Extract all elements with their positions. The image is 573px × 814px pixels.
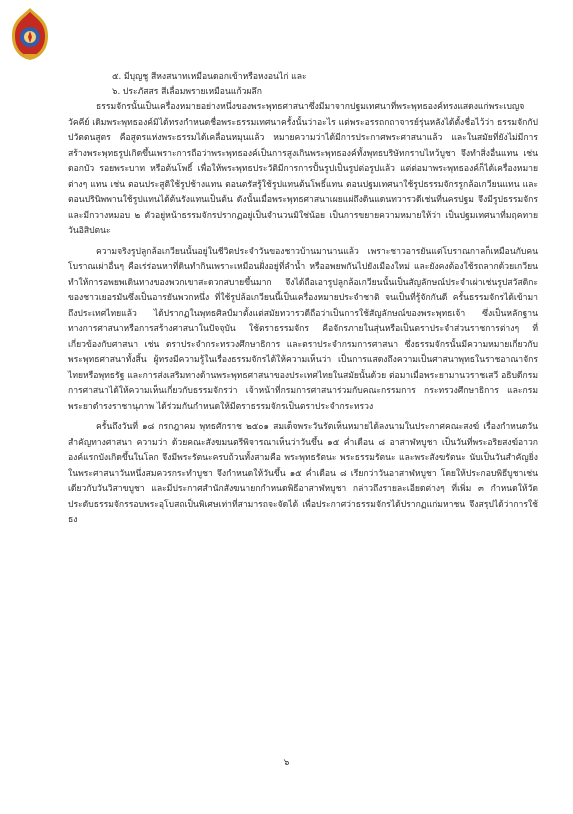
emblem-logo-icon (8, 6, 52, 62)
list-item: ๖. ประภัสสร สีเลื่อมพรายเหมือนแก้วผลึก (112, 87, 262, 97)
page-number: ๖ (283, 758, 290, 768)
paragraph: ความจริงรูปลูกล้อเกวียนนั้นอยู่ในชีวิตประจำวันของชาวบ้านมานานแล้ว เพราะชาวอารยันแต่โบราณกาลก็เหมือนกับคนโบราณเผ่าอื่นๆ คือเร่ร่อนหาที่ดินทำกินเพราะเหมือนฝั่งอยู่ที่ลำน้ำ หรืออพยพกันไปยังเมืองใหม่ และยังคงต้องใช้รถลากด้วยเกวียน ทำให้การอพยพเดินทางของพวกเขาสะดวกสบายขึ้นมาก จึงได้ถือเอารูปลูกล้อเกวียนนั้นเป็นสัญลักษณ์ประจำเผ่าเช่นรูปสวัสดิกะของชาวเยอรมันซึ่งเป็นอารยันพวกหนึ่ง ที่ใช้รูปล้อเกวียนนี้เป็นเครื่องหมายประจำชาติ จนเป็นที่รู้จักกันดี ครั้นธรรมจักรได้เข้ามาถึงประเทศไทยแล้ว ได้ปรากฏในพุทธศิลป์มาตั้งแต่สมัยทวารวดีถือว่าเป็นการใช้สัญลักษณ์ของพระพุทธเจ้า ซึ่งเป็นหลักฐานทางการศาสนาหรือการสร้างศาสนาในปัจจุบัน ใช้ตราธรรมจักร คือจักรภายในสุ่นหรือเป็นตราประจำส่วนราชการต่างๆ ที่เกี่ยวข้องกับศาสนา เช่น ตราประจำกระทรวงศึกษาธิการ และตราประจำกรมการศาสนา ซึ่งธรรมจักรนั้นมีความหมายเกี่ยวกับพระพุทธศาสนาทั้งสิ้น ผู้ทรงมีความรู้ในเรื่องธรรมจักรได้ให้ความเห็นว่า เป็นการแสดงถึงความเป็นศาสนาพุทธในราชอาณาจักรไทยหรือพุทธรัฐ และการส่งเสริมทางด้านพระพุทธศาสนาของประเทศไทยในสมัยนั้นด้วย ต่อมาเมื่อพระยามานวราชเสวี อธิบดีกรมการศาสนาได้ให้ความเห็นเกี่ยวกับธรรมจักรว่า เจ้าหน้าที่กรมการศาสนาร่วมกับคณะกรรมการ กระทรวงศึกษาธิการ และกรมพระยาดำรงราชานุภาพ ได้ร่วมกันกำหนดให้มีตราธรรมจักรเป็นตราประจำกระทรวง (68, 246, 538, 412)
list-item: ๕. มีบุญชู สีหงสนาทเหมือนดอกเข้าหรือหงอนไก่ และ (112, 72, 307, 82)
paragraph: ครั้นถึงวันที่ ๑๘ กรกฎาคม พุทธศักราช ๒๕๐๑ สมเด็จพระวันรัตเห็นหมายได้ลงนามในประกาศคณะสงฆ์ เรื่องกำหนดวันสำคัญทางศาสนา ความว่า ด้วยคณะสังฆมนตรีพิจารณาเห็นว่าวันขึ้น ๑๕ ค่ำเดือน ๘ อาสาฬหบูชา เป็นวันที่พระอริยสงฆ์อาวกองค์แรกบังเกิดขึ้นในโลก จึงมีพระรัตนะครบถ้วนทั้งสามคือ พระพุทธรัตนะ พระธรรมรัตนะ และพระสังฆรัตนะ นับเป็นวันสำคัญยิ่งในพระศาสนาวันหนึ่งสมควรกระทำบูชา จึงกำหนดให้วันขึ้น ๑๕ ค่ำเดือน ๘ เรียกว่าวันอาสาฬหบูชา โดยให้ประกอบพิธีบูชาเช่นเดียวกับวันวิสาขบูชา และมีประกาศสำนักสังฆนายกกำหนดพิธีอาสาฬหบูชา กล่าวถึงรายละเอียดต่างๆ ที่เพิ่ม ๓ กำหนดให้วัดประดับธรรมจักรรอบพระอุโบสถเป็นพิเศษเท่าที่สามารถจะจัดได้ เพื่อประกาศว่าธรรมจักรได้ปรากฏแก่มหาชน จึงสรุปได้ว่าการใช้ธง (68, 422, 538, 525)
document-body (68, 70, 538, 534)
paragraph: ธรรมจักรนั้นเป็นเครื่องหมายอย่างหนึ่งของพระพุทธศาสนาซึ่งมีมาจากปฐมเทศนาที่พระพุทธองค์ทรงแสดงแก่พระเบญจวัคคีย์ เดิมพระพุทธองค์มิได้ทรงกำหนดชื่อพระธรรมเทศนาครั้งนั้นว่าอะไร แต่พระอรรถกถาจารย์รุ่นหลังได้ตั้งชื่อไว้ว่า ธรรมจักกัปปวัตตนสูตร คือสูตรแห่งพระธรรมได้เคลื่อนหมุนแล้ว หมายความว่าได้มีการประกาศพระศาสนาแล้ว และในสมัยที่ยังไม่มีการสร้างพระพุทธรูปเกิดขึ้นเพราะการถือว่าพระพุทธองค์เป็นการสูงเกินพระพุทธองค์ทั้งพุทธบริษัทกราบไหว้บูชา จึงทำสิ่งอื่นแทน เช่น ดอกบัว รอยพระบาท หรือต้นโพธิ์ เพื่อให้พระพุทธประวัติมีการการปั้นรูปเป็นรูปต่อรูปแล้ว แต่ต่อมาพระพุทธองค์ก็ได้เครื่องหมายต่างๆ แทน เช่น ตอนประสูติใช้รูปช้างแทน ตอนตรัสรู้ใช้รูปแทนต้นโพธิ์แทน ตอนปฐมเทศนาใช้รูปธรรมจักรรูกล้อเกวียนแทน และตอนปรินิพพานใช้รูปแทนได้ต้นรังแทนเป็นต้น ดังนั้นเมื่อพระพุทธศาสนาเผยแผ่ถึงดินแดนทวารวดีเช่นที่นครปฐม จึงมีรูปธรรมจักรและมีกวางหมอบ ๒ ตัวอยู่หน้าธรรมจักรปรากฏอยู่เป็นจำนวนมิใช่น้อย เป็นการขยายความหมายให้ว่า เป็นปฐมเทศนาที่มฤคทายวันอิสิปตนะ (68, 102, 538, 236)
